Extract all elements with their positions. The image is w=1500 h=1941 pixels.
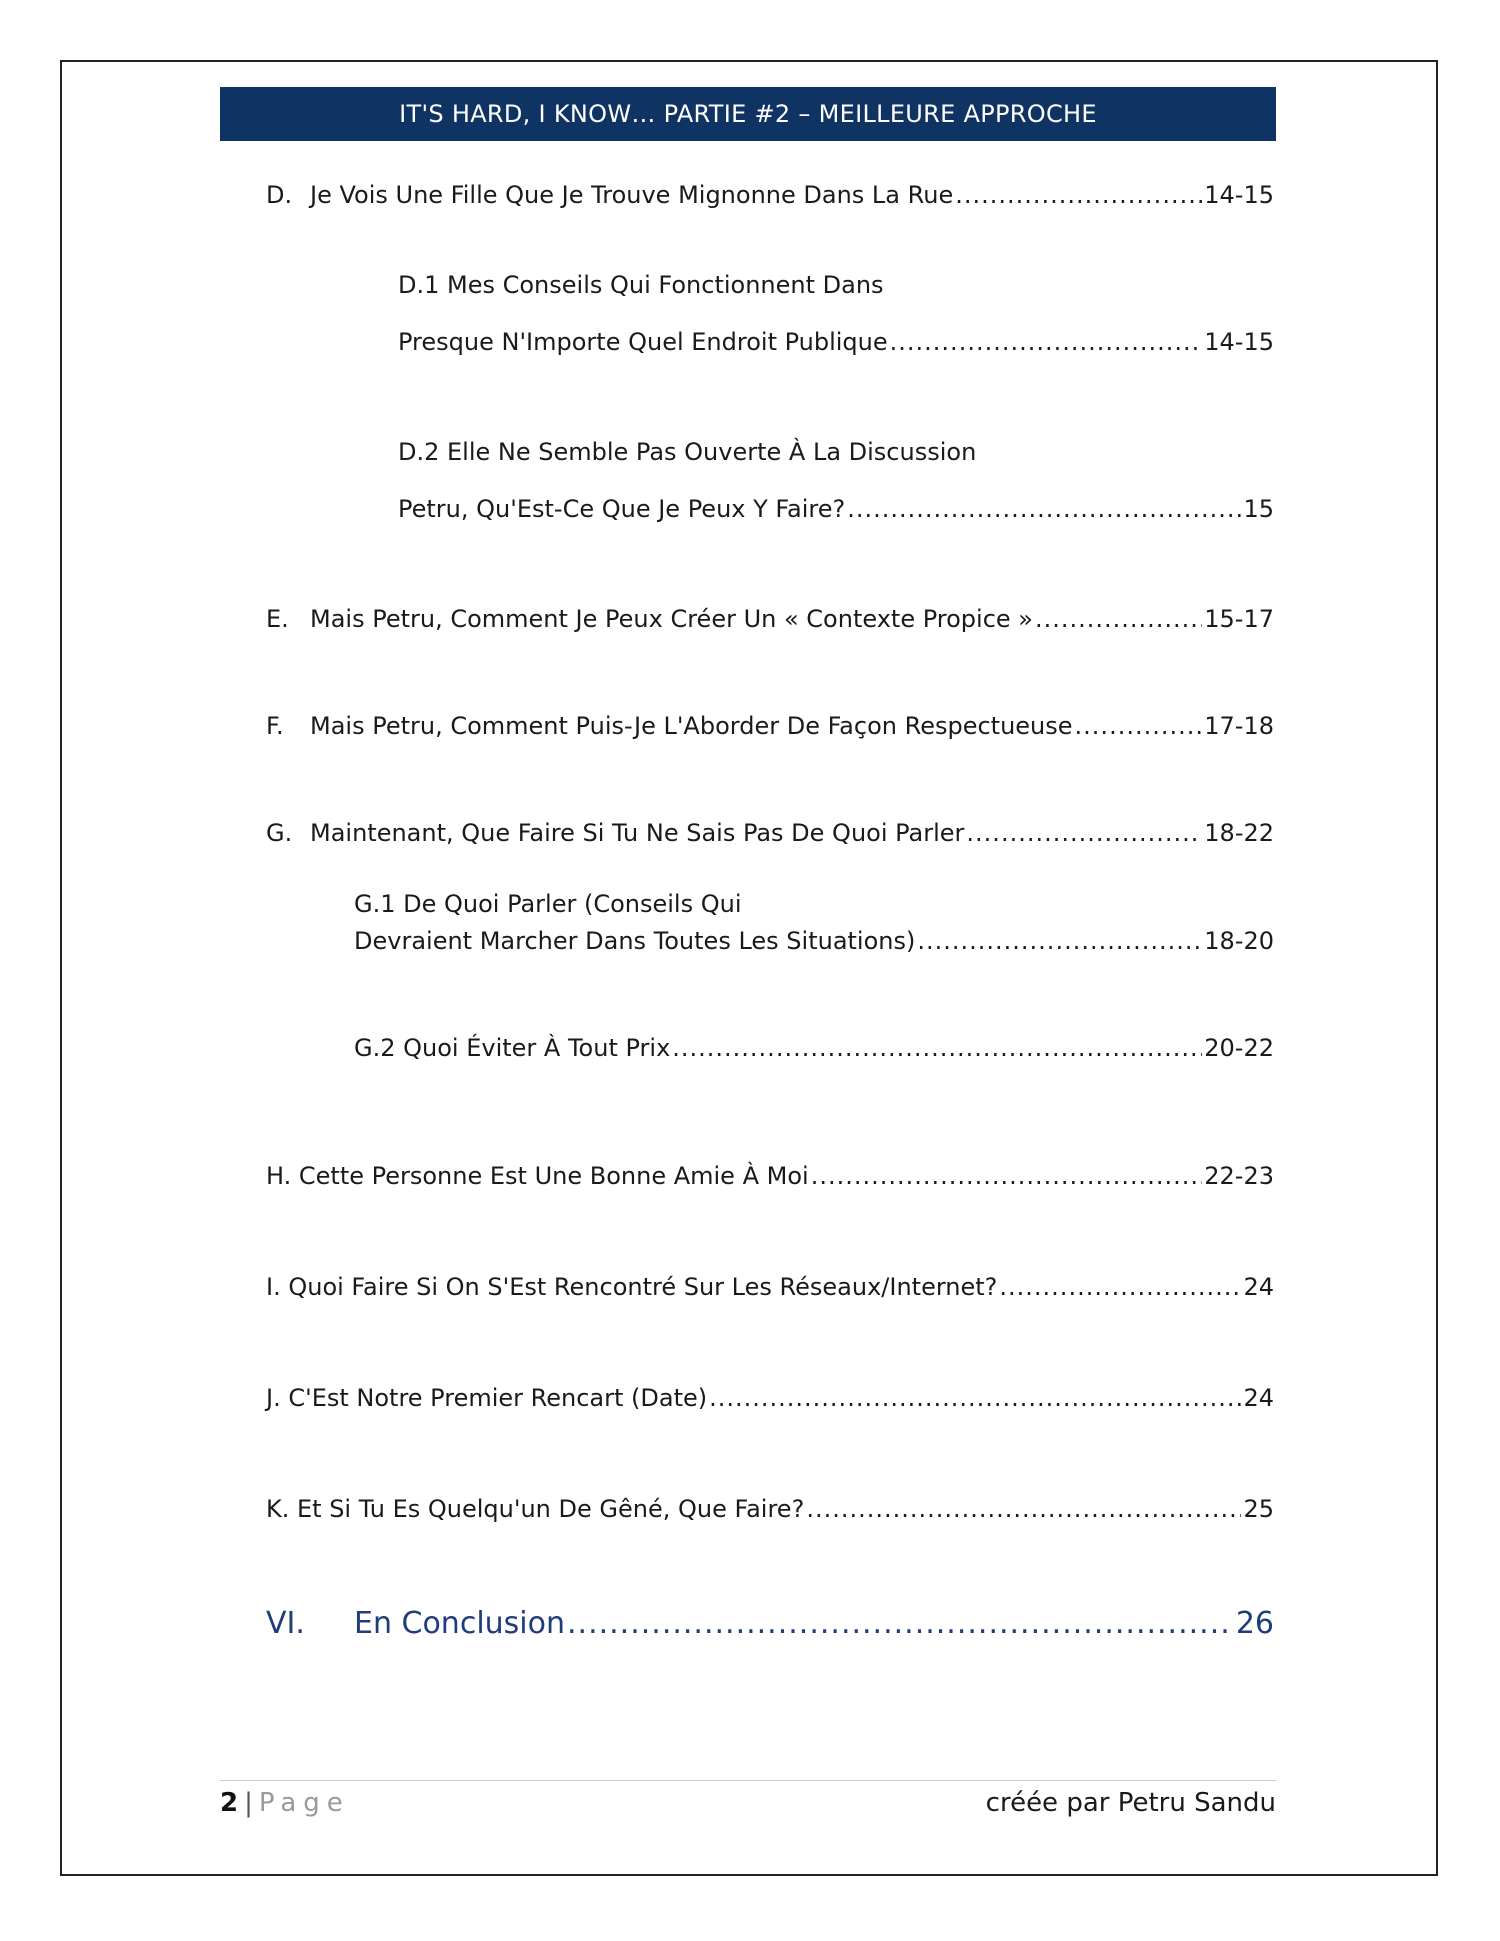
- header-title: IT'S HARD, I KNOW… PARTIE #2 – MEILLEURE APPROCHE: [399, 100, 1097, 128]
- footer-page-indicator: [220, 1786, 350, 1820]
- toc-pages: 26: [1235, 1606, 1274, 1641]
- toc-pages: 24: [1243, 1384, 1274, 1412]
- dot-leader: [811, 1159, 1203, 1193]
- toc-entry-g1[interactable]: [354, 924, 1274, 958]
- toc-title: G.2 Quoi Éviter À Tout Prix: [354, 1034, 671, 1062]
- page-word: Page: [258, 1788, 350, 1818]
- toc-entry-h[interactable]: [266, 1159, 1274, 1193]
- toc-letter: E.: [266, 605, 289, 633]
- toc-title: Presque N'Importe Quel Endroit Publique: [398, 328, 888, 356]
- toc-entry-g1-line1: G.1 De Quoi Parler (Conseils Qui: [354, 890, 742, 918]
- dot-leader: [847, 492, 1241, 526]
- toc-title: Petru, Qu'Est-Ce Que Je Peux Y Faire?: [398, 495, 846, 523]
- page-separator: |: [244, 1788, 253, 1818]
- dot-leader: [567, 1604, 1234, 1644]
- toc-entry-d2-line1: D.2 Elle Ne Semble Pas Ouverte À La Discussion: [398, 438, 977, 466]
- toc-title: En Conclusion: [354, 1606, 565, 1641]
- toc-letter: D.: [266, 181, 293, 209]
- toc-entry-i[interactable]: [266, 1270, 1274, 1304]
- toc-entry-conclusion[interactable]: [266, 1604, 1274, 1644]
- dot-leader: [917, 924, 1202, 958]
- toc-entry-e[interactable]: [266, 602, 1274, 636]
- toc-title: H. Cette Personne Est Une Bonne Amie À Moi: [266, 1162, 809, 1190]
- toc-pages: 18-20: [1204, 927, 1274, 955]
- toc-entry-g2[interactable]: [354, 1031, 1274, 1065]
- toc-pages: 24: [1243, 1273, 1274, 1301]
- dot-leader: [999, 1270, 1241, 1304]
- toc-title: I. Quoi Faire Si On S'Est Rencontré Sur Les Réseaux/Internet?: [266, 1273, 998, 1301]
- toc-entry-d1[interactable]: [398, 325, 1274, 359]
- toc-title: Maintenant, Que Faire Si Tu Ne Sais Pas De Quoi Parler: [310, 819, 965, 847]
- footer-rule: [220, 1780, 1276, 1781]
- toc-title: Je Vois Une Fille Que Je Trouve Mignonne Dans La Rue: [310, 181, 954, 209]
- toc-title: Mais Petru, Comment Puis-Je L'Aborder De Façon Respectueuse: [310, 712, 1073, 740]
- toc-entry-d2[interactable]: [398, 492, 1274, 526]
- toc-title: Mais Petru, Comment Je Peux Créer Un « Contexte Propice »: [310, 605, 1033, 633]
- toc-pages: 22-23: [1204, 1162, 1274, 1190]
- toc-letter: G.: [266, 819, 293, 847]
- toc-entry-k[interactable]: [266, 1492, 1274, 1526]
- toc-letter: F.: [266, 712, 284, 740]
- dot-leader: [955, 178, 1202, 212]
- toc-entry-d1-line1: D.1 Mes Conseils Qui Fonctionnent Dans: [398, 271, 884, 299]
- dot-leader: [1035, 602, 1202, 636]
- toc-pages: 17-18: [1204, 712, 1274, 740]
- page-number: 2: [220, 1788, 239, 1818]
- dot-leader: [1075, 709, 1203, 743]
- dot-leader: [672, 1031, 1202, 1065]
- toc-entry-j[interactable]: [266, 1381, 1274, 1415]
- footer-author: créée par Petru Sandu: [985, 1788, 1276, 1818]
- toc-pages: 20-22: [1204, 1034, 1274, 1062]
- toc-title: K. Et Si Tu Es Quelqu'un De Gêné, Que Faire?: [266, 1495, 805, 1523]
- toc-title: Devraient Marcher Dans Toutes Les Situations): [354, 927, 916, 955]
- dot-leader: [709, 1381, 1241, 1415]
- running-header: [220, 87, 1276, 141]
- toc-entry-d[interactable]: [266, 178, 1274, 212]
- toc-pages: 15-17: [1204, 605, 1274, 633]
- toc-pages: 25: [1243, 1495, 1274, 1523]
- toc-title: J. C'Est Notre Premier Rencart (Date): [266, 1384, 708, 1412]
- toc-entry-g[interactable]: [266, 816, 1274, 850]
- dot-leader: [806, 1492, 1241, 1526]
- toc-pages: 14-15: [1204, 181, 1274, 209]
- toc-entry-f[interactable]: [266, 709, 1274, 743]
- toc-numeral: VI.: [266, 1606, 305, 1641]
- toc-pages: 15: [1243, 495, 1274, 523]
- toc-pages: 14-15: [1204, 328, 1274, 356]
- toc-pages: 18-22: [1204, 819, 1274, 847]
- dot-leader: [890, 325, 1203, 359]
- dot-leader: [966, 816, 1202, 850]
